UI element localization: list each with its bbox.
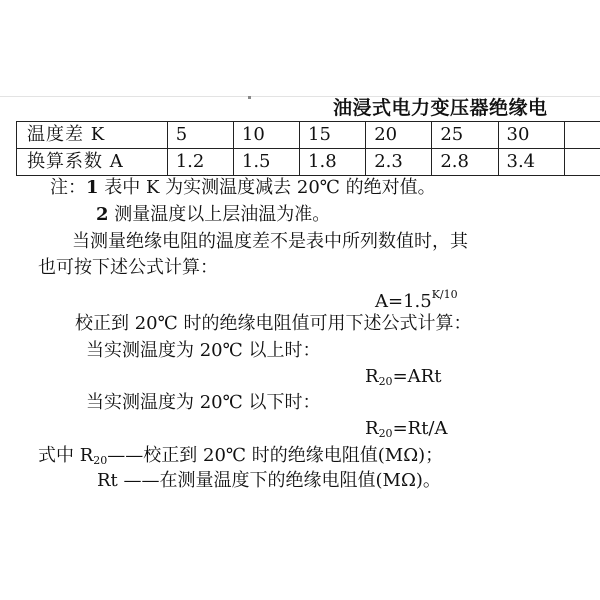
paragraph-2: 校正到 20℃ 时的绝缘电阻值可用下述公式计算： (75, 313, 472, 334)
document-title: 油浸式电力变压器绝缘电 (333, 97, 548, 119)
row-header-temperature-diff: 温度差 K (17, 122, 168, 149)
formula-above-r: R (365, 366, 379, 387)
formula-below-sub: 20 (378, 427, 393, 440)
table-cell-cut (564, 122, 600, 149)
above-20-label: 当实测温度为 20℃ 以上时： (86, 340, 321, 361)
table-cell-cut (564, 149, 600, 176)
table-cell: 20 (366, 122, 432, 149)
formula-a (375, 283, 458, 314)
scan-dot (248, 96, 251, 99)
rt-symbol: Rt (97, 470, 118, 491)
definitions-prefix: 式中 (38, 445, 80, 466)
table-cell: 1.5 (233, 149, 299, 176)
conversion-table (16, 121, 600, 176)
formula-a-base: A=1.5 (375, 291, 432, 312)
table-cell: 25 (432, 122, 498, 149)
formula-a-exponent: K/10 (431, 288, 458, 301)
table-cell: 10 (233, 122, 299, 149)
table-cell: 1.8 (300, 149, 366, 176)
r20-description: ——校正到 20℃ 时的绝缘电阻值(MΩ)； (107, 445, 444, 466)
formula-below-r: R (365, 418, 379, 439)
table-cell: 1.2 (167, 149, 233, 176)
formula-below-rest: =Rt/A (392, 418, 448, 439)
note-2-text: 测量温度以上层油温为准。 (108, 204, 331, 225)
formula-above-rest: =ARt (392, 366, 442, 387)
formula-below-20 (365, 417, 448, 446)
note-2 (96, 203, 330, 227)
table-row (17, 122, 600, 149)
table-cell: 15 (300, 122, 366, 149)
formula-above-20 (365, 365, 441, 394)
table-cell: 2.8 (432, 149, 498, 176)
below-20-label: 当实测温度为 20℃ 以下时： (86, 392, 321, 413)
paragraph-1-line-2: 也可按下述公式计算： (38, 257, 218, 278)
table-row (17, 149, 600, 176)
table-cell: 5 (167, 122, 233, 149)
row-header-conversion-factor: 换算系数 A (17, 149, 168, 176)
table-cell: 3.4 (498, 149, 564, 176)
note-2-number: 2 (96, 204, 109, 225)
paragraph-1-line-1: 当测量绝缘电阻的温度差不是表中所列数值时，其 (72, 231, 468, 252)
note-prefix: 注： (50, 177, 86, 198)
r20-symbol: R (79, 445, 94, 466)
table-cell: 30 (498, 122, 564, 149)
rt-description: ——在测量温度下的绝缘电阻值(MΩ)。 (117, 470, 441, 491)
note-1 (50, 176, 436, 200)
r20-subscript: 20 (93, 454, 108, 467)
definition-rt (97, 469, 441, 493)
note-1-text: 表中 K 为实测温度减去 20℃ 的绝对值。 (98, 177, 436, 198)
note-1-number: 1 (86, 177, 99, 198)
table-cell: 2.3 (366, 149, 432, 176)
formula-above-sub: 20 (378, 375, 393, 388)
